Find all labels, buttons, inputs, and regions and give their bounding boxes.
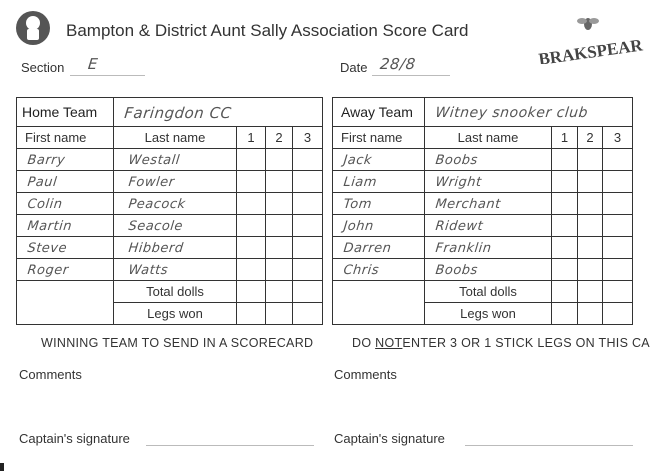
summary-blank [17, 281, 114, 325]
table-row [17, 171, 323, 193]
table-row [333, 149, 633, 171]
total-cell[interactable] [293, 281, 323, 303]
total-cell[interactable] [266, 281, 293, 303]
away-team-name[interactable]: Witney snooker club [423, 98, 634, 127]
home-player-first[interactable]: Steve [15, 237, 114, 259]
home-last-name-header: Last name [114, 127, 237, 149]
home-player-first[interactable]: Barry [15, 149, 114, 171]
home-leg-header-2: 2 [266, 127, 293, 149]
bee-icon [532, 12, 644, 64]
away-player-first[interactable]: Tom [331, 193, 425, 215]
score-cell[interactable] [266, 237, 293, 259]
away-player-last[interactable]: Ridewt [423, 215, 552, 237]
away-team-label: Away Team [333, 98, 425, 127]
table-row [17, 149, 323, 171]
home-player-last[interactable]: Hibberd [112, 237, 237, 259]
score-cell[interactable] [266, 149, 293, 171]
table-row [333, 215, 633, 237]
home-player-last[interactable]: Fowler [112, 171, 237, 193]
score-cell[interactable] [293, 237, 323, 259]
score-cell[interactable] [237, 171, 266, 193]
away-player-first[interactable]: Darren [331, 237, 425, 259]
table-row [17, 259, 323, 281]
score-cell[interactable] [266, 215, 293, 237]
away-player-first[interactable]: Jack [331, 149, 425, 171]
score-cell[interactable] [603, 193, 633, 215]
score-cell[interactable] [552, 259, 578, 281]
home-captain-signature-label: Captain's signature [19, 431, 130, 446]
away-player-last[interactable]: Wright [423, 171, 552, 193]
home-signature-line[interactable] [146, 445, 314, 446]
away-player-last[interactable]: Boobs [423, 259, 552, 281]
edge-mark [0, 463, 4, 471]
home-leg-header-3: 3 [293, 127, 323, 149]
away-leg-header-3: 3 [603, 127, 633, 149]
notice-post: ENTER 3 OR 1 STICK LEGS ON THIS CA [402, 336, 650, 350]
score-cell[interactable] [293, 171, 323, 193]
score-cell[interactable] [578, 193, 603, 215]
total-cell[interactable] [237, 281, 266, 303]
away-captain-signature-label: Captain's signature [334, 431, 445, 446]
home-team-table [16, 97, 323, 325]
score-cell[interactable] [237, 215, 266, 237]
table-row [17, 193, 323, 215]
legs-won-cell[interactable] [293, 303, 323, 325]
home-player-first[interactable]: Roger [15, 259, 114, 281]
date-label: Date [340, 60, 368, 75]
score-cell[interactable] [603, 149, 633, 171]
away-player-first[interactable]: John [331, 215, 425, 237]
away-player-first[interactable]: Chris [331, 259, 425, 281]
score-cell[interactable] [266, 193, 293, 215]
notice-pre: DO [352, 336, 376, 350]
legs-won-cell[interactable] [578, 303, 603, 325]
away-total-dolls-label: Total dolls [425, 281, 552, 303]
card-title: Bampton & District Aunt Sally Association Score Card [66, 21, 469, 40]
legs-won-cell[interactable] [552, 303, 578, 325]
score-cell[interactable] [237, 149, 266, 171]
home-first-name-header: First name [17, 127, 114, 149]
date-underline [372, 75, 450, 76]
score-cell[interactable] [266, 171, 293, 193]
away-legs-won-label: Legs won [425, 303, 552, 325]
summary-blank [333, 281, 425, 325]
legs-won-cell[interactable] [237, 303, 266, 325]
home-player-last[interactable]: Peacock [112, 193, 237, 215]
away-player-last[interactable]: Franklin [423, 237, 552, 259]
home-comments-label: Comments [19, 367, 82, 382]
table-row [17, 237, 323, 259]
score-cell[interactable] [578, 171, 603, 193]
score-cell[interactable] [237, 193, 266, 215]
table-row [333, 259, 633, 281]
table-row [333, 237, 633, 259]
table-row [333, 171, 633, 193]
notice-underlined: NOT [375, 336, 403, 350]
total-cell[interactable] [552, 281, 578, 303]
home-team-name[interactable]: Faringdon CC [112, 98, 324, 127]
winning-team-notice: WINNING TEAM TO SEND IN A SCORECARD [41, 336, 314, 350]
away-player-first[interactable]: Liam [331, 171, 425, 193]
home-player-last[interactable]: Watts [112, 259, 237, 281]
association-logo-icon [15, 10, 51, 46]
score-cell[interactable] [552, 149, 578, 171]
brand-name: BRAKSPEAR [537, 35, 644, 64]
away-last-name-header: Last name [425, 127, 552, 149]
score-cell[interactable] [578, 149, 603, 171]
legs-won-cell[interactable] [603, 303, 633, 325]
section-value[interactable]: E [87, 55, 99, 73]
total-cell[interactable] [578, 281, 603, 303]
home-player-first[interactable]: Martin [15, 215, 114, 237]
home-legs-won-label: Legs won [114, 303, 237, 325]
table-row [333, 193, 633, 215]
home-player-first[interactable]: Colin [15, 193, 114, 215]
total-cell[interactable] [603, 281, 633, 303]
score-cell[interactable] [237, 259, 266, 281]
stick-legs-notice [352, 336, 650, 350]
score-cell[interactable] [552, 215, 578, 237]
away-leg-header-1: 1 [552, 127, 578, 149]
score-cell[interactable] [552, 193, 578, 215]
away-signature-line[interactable] [465, 445, 633, 446]
score-cell[interactable] [603, 237, 633, 259]
score-cell[interactable] [578, 215, 603, 237]
score-cell[interactable] [552, 237, 578, 259]
score-cell[interactable] [603, 171, 633, 193]
score-cell[interactable] [603, 259, 633, 281]
score-cell[interactable] [293, 259, 323, 281]
away-first-name-header: First name [333, 127, 425, 149]
home-player-last[interactable]: Westall [112, 149, 237, 171]
home-leg-header-1: 1 [237, 127, 266, 149]
score-cell[interactable] [578, 237, 603, 259]
score-cell[interactable] [578, 259, 603, 281]
home-team-label: Home Team [17, 98, 114, 127]
score-cell[interactable] [552, 171, 578, 193]
score-cell[interactable] [603, 215, 633, 237]
away-player-last[interactable]: Merchant [423, 193, 552, 215]
score-cell[interactable] [293, 193, 323, 215]
home-player-first[interactable]: Paul [15, 171, 114, 193]
away-comments-label: Comments [334, 367, 397, 382]
away-leg-header-2: 2 [578, 127, 603, 149]
away-player-last[interactable]: Boobs [423, 149, 552, 171]
score-cell[interactable] [266, 259, 293, 281]
section-label: Section [21, 60, 65, 75]
brakspear-logo [532, 12, 644, 64]
home-player-last[interactable]: Seacole [112, 215, 237, 237]
home-total-dolls-label: Total dolls [114, 281, 237, 303]
score-cell[interactable] [293, 149, 323, 171]
legs-won-cell[interactable] [266, 303, 293, 325]
score-cell[interactable] [293, 215, 323, 237]
score-cell[interactable] [237, 237, 266, 259]
section-underline [70, 75, 145, 76]
date-value[interactable]: 28/8 [379, 55, 417, 73]
away-team-table [332, 97, 633, 325]
table-row [17, 215, 323, 237]
